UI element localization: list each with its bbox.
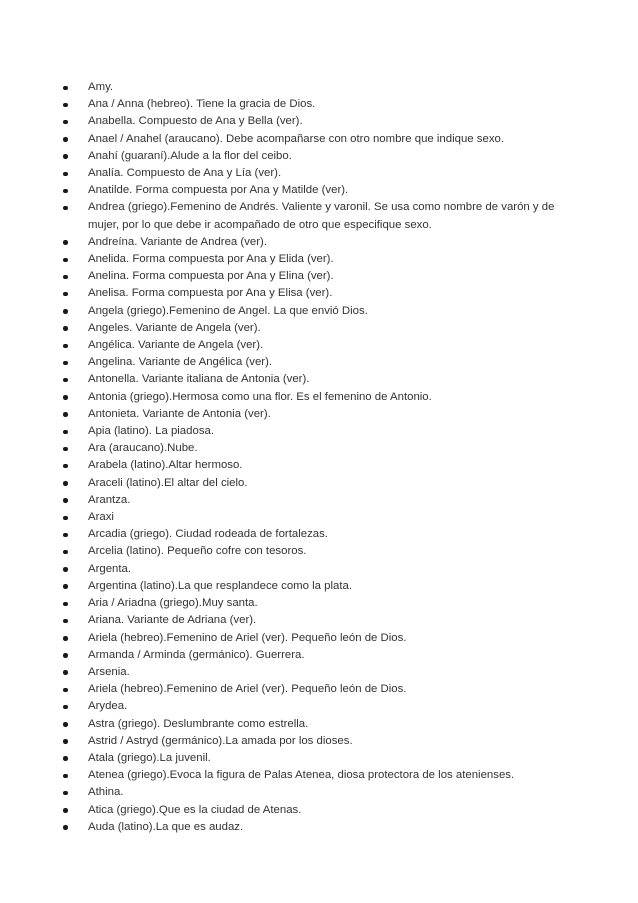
list-item: Arcadia (griego). Ciudad rodeada de fortalezas. [60, 526, 580, 543]
list-item: Apia (latino). La piadosa. [60, 423, 580, 440]
list-item: Arsenia. [60, 664, 580, 681]
list-item: Anael / Anahel (araucano). Debe acompañarse con otro nombre que indique sexo. [60, 131, 580, 148]
list-item: Antonieta. Variante de Antonia (ver). [60, 406, 580, 423]
list-item: Argentina (latino).La que resplandece como la plata. [60, 578, 580, 595]
list-item: Anelisa. Forma compuesta por Ana y Elisa (ver). [60, 285, 580, 302]
list-item: Atica (griego).Que es la ciudad de Atenas. [60, 802, 580, 819]
list-item: Angelina. Variante de Angélica (ver). [60, 354, 580, 371]
list-item: Antonia (griego).Hermosa como una flor. Es el femenino de Antonio. [60, 389, 580, 406]
list-item: Anelina. Forma compuesta por Ana y Elina (ver). [60, 268, 580, 285]
list-item: Aria / Ariadna (griego).Muy santa. [60, 595, 580, 612]
list-item: Ara (araucano).Nube. [60, 440, 580, 457]
names-list [60, 79, 580, 836]
list-item: Arcelia (latino). Pequeño cofre con tesoros. [60, 543, 580, 560]
list-item: Arydea. [60, 698, 580, 715]
list-item: Anatilde. Forma compuesta por Ana y Matilde (ver). [60, 182, 580, 199]
list-item: Anabella. Compuesto de Ana y Bella (ver). [60, 113, 580, 130]
list-item: Atala (griego).La juvenil. [60, 750, 580, 767]
list-item: Athina. [60, 784, 580, 801]
list-item: Armanda / Arminda (germánico). Guerrera. [60, 647, 580, 664]
list-item: Antonella. Variante italiana de Antonia (ver). [60, 371, 580, 388]
list-item: Araceli (latino).El altar del cielo. [60, 475, 580, 492]
list-item: Ariela (hebreo).Femenino de Ariel (ver). Pequeño león de Dios. [60, 681, 580, 698]
list-item: Angela (griego).Femenino de Angel. La que envió Dios. [60, 303, 580, 320]
list-item: Ariana. Variante de Adriana (ver). [60, 612, 580, 629]
list-item: Arantza. [60, 492, 580, 509]
list-item: Astrid / Astryd (germánico).La amada por los dioses. [60, 733, 580, 750]
list-item: Angélica. Variante de Angela (ver). [60, 337, 580, 354]
list-item: Anelida. Forma compuesta por Ana y Elida (ver). [60, 251, 580, 268]
list-item: Arabela (latino).Altar hermoso. [60, 457, 580, 474]
list-item: Auda (latino).La que es audaz. [60, 819, 580, 836]
list-item: Ariela (hebreo).Femenino de Ariel (ver). Pequeño león de Dios. [60, 630, 580, 647]
list-item: Amy. [60, 79, 580, 96]
list-item: Andrea (griego).Femenino de Andrés. Valiente y varonil. Se usa como nombre de varón y de mujer, por lo que debe ir acompañado de otro que especifique sexo. [60, 199, 580, 233]
list-item: Andreína. Variante de Andrea (ver). [60, 234, 580, 251]
list-item: Anahí (guaraní).Alude a la flor del ceibo. [60, 148, 580, 165]
list-item: Ana / Anna (hebreo). Tiene la gracia de Dios. [60, 96, 580, 113]
list-item: Argenta. [60, 561, 580, 578]
list-item: Analía. Compuesto de Ana y Lía (ver). [60, 165, 580, 182]
list-item: Araxi [60, 509, 580, 526]
list-item: Astra (griego). Deslumbrante como estrella. [60, 716, 580, 733]
list-item: Angeles. Variante de Angela (ver). [60, 320, 580, 337]
list-item: Atenea (griego).Evoca la figura de Palas Atenea, diosa protectora de los atenienses. [60, 767, 580, 784]
